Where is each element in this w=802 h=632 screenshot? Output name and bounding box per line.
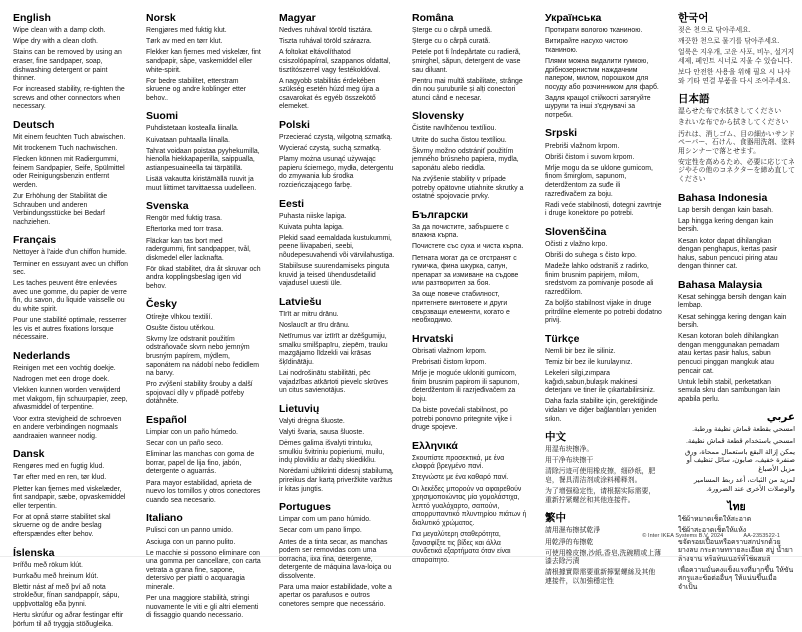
language-heading: Türkçe	[545, 332, 580, 345]
column	[146, 9, 263, 623]
language-heading: Česky	[146, 298, 177, 311]
language-heading: Eesti	[279, 197, 305, 210]
language-heading: 한국어	[678, 12, 709, 24]
document-number: AA-2353522-1	[743, 533, 780, 539]
instruction-paragraph: Le macchie si possono eliminare con una gomma per cancellare, con carta vetrata a grana fine, sapone, detersivo per piatti o acquaragia minerale.	[146, 549, 261, 591]
instruction-paragraph: Lap hingga kering dengan kain bersih.	[678, 217, 774, 234]
instruction-paragraph: Pro zvýšení stability šrouby a další spojovací díly v případě potřeby dotáhněte.	[146, 381, 253, 406]
instruction-paragraph: Netīrumus var iztīrīt ar dzēšgumiju, smalku smilšpapīru, ziepēm, trauku mazgājamo līdzekli vai krāsas šķīdinātāju.	[279, 333, 388, 366]
instruction-paragraph: امسحي بقطعة قماش نظيفة ورطبة.	[692, 426, 795, 434]
instruction-paragraph: Limpar com um pano húmido.	[279, 516, 371, 524]
language-section	[146, 110, 263, 193]
instruction-paragraph: Očisti z vlažno krpo.	[545, 240, 608, 248]
language-section	[279, 296, 396, 396]
instruction-paragraph: Kuivataan puhtaalla liinalla.	[146, 136, 230, 144]
language-section	[545, 431, 662, 505]
language-section	[146, 200, 263, 291]
instruction-paragraph: Norėdami užtikrinti didesnį stabilumą, prireikus dar kartą priveržkite varžtus ir kitas jungtis.	[279, 468, 394, 493]
instruction-paragraph: Zur Erhöhung der Stabilität die Schrauben und anderen Verbindungsstücke bei Bedarf nachziehen.	[13, 193, 108, 226]
instruction-paragraph: Pentru mai multă stabilitate, strânge din nou șuruburile și alți conectori atunci când e necesar.	[412, 77, 523, 102]
column	[412, 9, 529, 568]
language-heading: 中文	[545, 431, 566, 444]
language-heading: Srpski	[545, 127, 578, 140]
language-section	[412, 209, 529, 326]
instruction-paragraph: Plamy można usunąć używając papieru ściernego, mydła, detergentu do zmywania lub środka rozcieńczającego farbę.	[279, 156, 394, 189]
instruction-paragraph: Obriši čistom i suvom krpom.	[545, 153, 635, 161]
language-section	[545, 333, 662, 424]
instruction-paragraph: 用乾淨的布擦乾	[545, 538, 594, 546]
page-bottom-edge	[0, 556, 802, 557]
instruction-paragraph: Pulisci con un panno umido.	[146, 527, 233, 535]
language-section	[545, 12, 662, 120]
language-section	[545, 226, 662, 326]
instruction-paragraph: 젖은 천으로 닦아주세요.	[678, 27, 751, 35]
instruction-paragraph: Otírejte vlhkou textilií.	[146, 313, 213, 321]
instruction-paragraph: Tørk av med en tørr klut.	[146, 38, 223, 46]
instruction-paragraph: Tør efter med en ren, tør klud.	[13, 474, 107, 482]
instruction-paragraph: きれいな布でから拭きしてください	[678, 119, 789, 127]
instruction-paragraph: Antes de a tinta secar, as manchas podem ser removidas com uma borracha, lixa fina, detergente, detergente de máquina lava-loiça ou dissolvente.	[279, 538, 392, 580]
instruction-paragraph: Wipe dry with a clean cloth.	[13, 38, 98, 46]
instruction-paragraph: Mit einem feuchten Tuch abwischen.	[13, 133, 126, 141]
instruction-paragraph: 얼룩은 지우개, 고운 사포, 비누, 설거지세제, 페인트 시너로 지울 수 있습니다.	[678, 49, 795, 65]
instruction-paragraph: За още повече стабилност, притегнете винтовете и други свързващи елементи, когато е необходимо.	[412, 291, 510, 325]
instruction-paragraph: 請用濕布擦拭乾淨	[545, 527, 601, 535]
instruction-paragraph: Reinigen met een vochtig doekje.	[13, 364, 116, 372]
column	[13, 9, 130, 632]
language-heading: Dansk	[13, 448, 45, 461]
instruction-paragraph: Pletter kan fjernes med viskelæder, fint sandpapir, sæbe, opvaskemiddel eller terpentin.	[13, 485, 126, 510]
instruction-paragraph: 湿らせた布で水拭きしてください	[678, 108, 782, 116]
language-section	[678, 279, 795, 405]
instruction-paragraph: Витирайте насухо чистою тканиною.	[545, 38, 628, 54]
language-heading: Français	[13, 234, 57, 247]
language-section	[279, 403, 396, 494]
language-heading: 繁中	[545, 512, 566, 525]
instruction-paragraph: Eftertorka med torr trasa.	[146, 226, 224, 234]
instruction-paragraph: Petele pot fi îndepărtate cu radieră, șmirghel, săpun, detergent de vase sau diluant.	[412, 49, 521, 74]
instruction-paragraph: Daha fazla stabilite için, gerektiğinde vidaları ve diğer bağlantıları yeniden sıkın.	[545, 398, 658, 423]
language-section	[146, 12, 263, 103]
column	[678, 9, 795, 595]
instruction-paragraph: 可使用橡皮擦,沙紙,香皂,洗碗精或上薄漆去除污漬	[545, 549, 661, 566]
instruction-paragraph: Flecken können mit Radiergummi, feinem Sandpapier, Seife, Spülmittel oder Reinigungsbenzin entfernt werden.	[13, 156, 125, 189]
instruction-paragraph: Șterge cu o cârpă umedă.	[412, 27, 493, 35]
language-section	[678, 12, 795, 86]
instruction-paragraph: ขจัดรอยเปื้อนหรือคราบสกปรกด้วยยางลบ กระดาษทรายละเอียด สบู่ น้ำยาล้างจาน หรือทินเนอร์ที่ใช้ผสมสี	[678, 538, 793, 563]
instruction-paragraph: Задля кращої стійкості затягуйте шурупи та інші з'єднувачі за потреби.	[545, 94, 651, 119]
language-heading: Íslenska	[13, 546, 55, 559]
instruction-paragraph: Les taches peuvent être enlevées avec une gomme, du papier de verre fin, du savon, du liquide vaisselle ou du white spirit.	[13, 280, 127, 313]
language-heading: Lietuvių	[279, 402, 320, 415]
language-heading: Româna	[412, 12, 454, 24]
language-heading: ไทย	[727, 501, 746, 514]
language-section	[279, 12, 396, 112]
instruction-paragraph: Radi veće stabilnosti, dotegni zavrtnje i druge konektore po potrebi.	[545, 201, 662, 218]
language-heading: Bahasa Indonesia	[678, 191, 768, 204]
language-section	[678, 411, 795, 494]
instruction-paragraph: Pour une stabilité optimale, resserrer les vis et autres fixations lorsque nécessaire.	[13, 317, 127, 342]
instruction-paragraph: Οι λεκέδες μπορούν να αφαιρεθούν χρησιμοποιώντας μία γομολάστιχα, λεπτό γυαλόχαρτο, σαπούνι, απορρυπαντικό πλυντηρίου πιάτων ή διαλυτικό χρώματος.	[412, 485, 527, 527]
language-heading: Suomi	[146, 110, 179, 123]
instruction-paragraph: Nadrogen met een droge doek.	[13, 376, 110, 384]
instruction-paragraph: 为了增强稳定性，请根据实际需要，重新拧紧螺丝和其他连接件。	[545, 488, 656, 504]
instruction-paragraph: Șterge cu o cârpă curată.	[412, 38, 491, 46]
instruction-paragraph: يمكن إزالة البقع باستعمال ممحاة، ورق صنفرة خفيف، صابون، سائل تنظيف أو مزيل الأصباغ	[684, 448, 795, 473]
instruction-paragraph: Valyti švaria, sausa šluoste.	[279, 429, 365, 436]
instruction-paragraph: امسحي باستخدام قطعة قماش نظيفة.	[685, 437, 795, 445]
instruction-paragraph: Kuivata puhta lapiga.	[279, 223, 344, 231]
instruction-paragraph: Limpiar con un paño húmedo.	[146, 429, 238, 436]
instruction-paragraph: Prebriši vlažnom krpom.	[545, 142, 620, 150]
instruction-paragraph: For bedre stabilitet, etterstram skruene og andre koblinger etter behov..	[146, 77, 247, 102]
language-section	[678, 93, 795, 184]
instruction-paragraph: Za boljšo stabilnost vijake in druge pritrdilne elemente po potrebi dodatno privij.	[545, 300, 662, 325]
instruction-paragraph: Plekid saad eemaldada kustukummi, peene liivapaberi, seebi, nõudepesuvahendi või värvilahustiga.	[279, 234, 395, 260]
instruction-paragraph: Kesat sehingga kering dengan kain bersih.	[678, 313, 787, 330]
instruction-paragraph: Eliminar las manchas con goma de borrar, papel de lija fino, jabón, detergente o aguarrás.	[146, 451, 255, 476]
language-heading: Latviešu	[279, 295, 322, 308]
instruction-paragraph: Rengøres med en fugtig klud.	[13, 463, 105, 471]
instruction-paragraph: Blettir nást af með því að nota strokleður, fínan sandpappír, sápu, uppþvottalög eða þynni.	[13, 583, 120, 609]
instruction-paragraph: 請根據實際需要重新擰緊螺絲及其他連接件，以加強穩定性	[545, 569, 656, 585]
instruction-paragraph: 汚れは、消しゴム、目の細かいサンドペーパー、石けん、食器用洗剤、塗料用シンナーで落とせます。	[678, 130, 796, 155]
instruction-paragraph: Valyti drėgna šluoste.	[279, 417, 345, 425]
column	[545, 9, 662, 589]
instruction-paragraph: Kesat sehingga bersih dengan kain lembap.	[678, 293, 787, 310]
language-section	[13, 234, 130, 342]
instruction-paragraph: Per una maggiore stabilità, stringi nuovamente le viti e gli altri elementi di fissaggio quando necessario.	[146, 595, 259, 620]
instruction-paragraph: เพื่อความมั่นคงแข็งแรงที่มากขึ้น ให้ขันสกรูและข้อต่ออื่นๆ ให้แน่นขึ้นเมื่อจำเป็น	[678, 566, 794, 591]
language-heading: Ελληνικά	[412, 439, 458, 452]
instruction-paragraph: 安定性を高めるため、必要に応じてネジやその他のコネクターを締め直してください	[678, 158, 796, 183]
instruction-paragraph: Wycierać czystą, suchą szmatką.	[279, 145, 382, 153]
instruction-paragraph: ใช้ผ้าสะอาดเช็ดให้แห้ง	[678, 527, 747, 535]
instruction-paragraph: För ökad stabilitet, dra åt skruvar och andra kopplingsbeslag igen vid behov.	[146, 265, 261, 290]
instruction-paragraph: Flekker kan fjernes med viskelær, fint sandpapir, såpe, vaskemiddel eller white-spirit.	[146, 49, 261, 74]
instruction-paragraph: 보다 안전한 사용을 위해 필요 시 나사와 기타 연결 부품을 다시 조여주세요.	[678, 69, 791, 85]
language-section	[412, 12, 529, 103]
instruction-paragraph: Secar com um pano limpo.	[279, 527, 362, 535]
language-heading: Español	[146, 413, 187, 426]
instruction-paragraph: Почистете със суха и чиста кърпа.	[412, 243, 524, 251]
instruction-paragraph: Puhasta niiske lapiga.	[279, 212, 347, 220]
footer	[642, 533, 780, 539]
instruction-paragraph: Wipe clean with a damp cloth.	[13, 27, 106, 35]
copyright-text: © Inter IKEA Systems B.V. 2024	[642, 533, 724, 539]
instruction-paragraph: Þurrkaðu með hreinum klút.	[13, 572, 99, 580]
instruction-paragraph: Para mayor estabilidad, aprieta de nuevo los tornillos y otros conectores cuando sea necesario.	[146, 479, 261, 504]
language-heading: Hrvatski	[412, 332, 454, 345]
language-section	[13, 350, 130, 441]
instruction-paragraph: Stains can be removed by using an eraser, fine sandpaper, soap, dishwashing detergent or paint thinner.	[13, 49, 122, 83]
instruction-paragraph: За да почистите, забършете с влажна кърпа.	[412, 223, 509, 240]
instruction-paragraph: Stabiilsuse suurendamiseks pinguta kruvid ja teised ühendusdetailid vajadusel uuesti üle.	[279, 263, 390, 288]
instruction-paragraph: Secar con un paño seco.	[146, 440, 224, 448]
language-heading: عربي	[766, 411, 795, 424]
language-heading: Norsk	[146, 12, 176, 24]
instruction-paragraph: Puhdistetaan kostealla liinalla.	[146, 125, 239, 133]
language-heading: Deutsch	[13, 118, 55, 131]
instruction-paragraph: Mrlje mogu da se uklone gumicom, finom šmirglom, sapunom, deterdžentom za suđe ili razređivačem za boju.	[545, 164, 653, 198]
instruction-paragraph: Untuk lebih stabil, perketatkan semula skru dan sambungan lain apabila perlu.	[678, 378, 780, 403]
language-heading: Українська	[545, 12, 602, 24]
instruction-paragraph: Hertu skrúfur og aðrar festingar eftir þörfum til að tryggja stöðugleika.	[13, 612, 124, 628]
instruction-paragraph: Madeže lahko odstraniš z radirko, finim brusnim papirjem, milom, sredstvom za pomivanje posode ali razredčilom.	[545, 263, 654, 296]
language-heading: Slovenščina	[545, 225, 607, 238]
instruction-paragraph: لمزيد من الثبات، أعد ربط المسامير والوصلات الأخرى عند الضرورة.	[693, 477, 795, 493]
instruction-paragraph: Rengjøres med fuktig klut.	[146, 27, 227, 35]
language-heading: English	[13, 12, 51, 24]
instruction-paragraph: Lekeleri silgi,zımpara kağıdı,sabun,bulaşık makinesi deterjanı ve tiner ile çıkartabilirsiniz.	[545, 370, 655, 395]
language-section	[13, 448, 130, 539]
instruction-paragraph: Temiz bir bez ile kurulayınız.	[545, 358, 633, 366]
instruction-paragraph: 깨끗한 천으로 물기를 닦아주세요.	[678, 38, 780, 46]
instruction-paragraph: Nettoyer à l'aide d'un chiffon humide.	[13, 249, 127, 257]
language-section	[545, 512, 662, 586]
instruction-paragraph: Tīrīt ar mitru drānu.	[279, 310, 339, 318]
instruction-paragraph: Nemli bir bez ile siliniz.	[545, 347, 616, 355]
instruction-paragraph: A foltokat eltávolíthatod csiszolópapírral, szappanos oldattal, tisztítószerrel vagy festékoldóval.	[279, 49, 391, 74]
instruction-paragraph: Mrlje je moguće ukloniti gumicom, finim brusnim papirom ili sapunom, deterdžentom ili razrjeđivačem za boju.	[412, 370, 520, 403]
language-section	[146, 298, 263, 406]
language-heading: Polski	[279, 118, 310, 131]
instruction-paragraph: Lisää vakautta kiristämällä ruuvit ja muut liittimet tarvittaessa uudelleen.	[146, 176, 257, 192]
instruction-paragraph: For at opnå større stabilitet skal skruerne og de andre beslag efterspændes efter behov.	[13, 513, 111, 538]
instruction-paragraph: Nedves ruhával töröld tisztára.	[279, 27, 373, 35]
language-heading: 日本語	[678, 93, 710, 106]
instruction-paragraph: Kesan kotoran boleh dihilangkan dengan menggunakan pemadam atau kertas pasir halus, sabun pencuci pinggan mangkuk atau pencair cat.	[678, 333, 780, 375]
instruction-paragraph: ใช้ผ้าหมาดเช็ดให้สะอาด	[678, 516, 752, 524]
instruction-paragraph: Čistite navlhčenou textíliou.	[412, 125, 497, 133]
instruction-paragraph: Vlekken kunnen worden verwijderd met vlakgom, fijn schuurpapier, zeep, afwasmiddel of terpentine.	[13, 387, 128, 412]
instruction-paragraph: Obriši do suhega s čisto krpo.	[545, 252, 637, 260]
instruction-paragraph: Asciuga con un panno pulito.	[146, 538, 236, 546]
instruction-paragraph: Протирати вологою тканиною.	[545, 27, 643, 35]
instruction-paragraph: Prebrisati čistom krpom.	[412, 358, 487, 366]
language-heading: Nederlands	[13, 349, 71, 362]
instruction-paragraph: A nagyobb stabilitás érdekében szükség esetén húzd meg újra a csavarokat és egyéb összekötő elemeket.	[279, 77, 380, 111]
language-heading: Magyar	[279, 12, 316, 24]
instruction-paragraph: 清除污迹可使用橡皮擦，细砂纸，肥皂，餐具清洁剂或涂料稀释剂。	[545, 468, 656, 484]
instruction-paragraph: Fläckar kan tas bort med radergummi, fint sandpapper, tvål, diskmedel eller lacknafta.	[146, 237, 251, 262]
instruction-paragraph: For increased stability, re-tighten the screws and other connectors when necessary.	[13, 86, 125, 111]
language-section	[13, 12, 130, 112]
instruction-paragraph: Σκουπίστε προσεκτικά, με ένα ελαφρά βρεγμένο πανί.	[412, 454, 505, 471]
instruction-paragraph: Tiszta ruhával töröld szárazra.	[279, 38, 372, 46]
language-section	[13, 119, 130, 227]
instruction-paragraph: Terminer en essuyant avec un chiffon sec.	[13, 260, 129, 277]
language-section	[678, 501, 795, 592]
column	[279, 9, 396, 612]
language-section	[412, 440, 529, 566]
instruction-paragraph: Петната могат да се отстранят с гумичка, фина шкурка, сапун, препарат за измиване на съдове или разтворител за боя.	[412, 254, 519, 288]
instruction-paragraph: Przecierać czystą, wilgotną szmatką.	[279, 133, 393, 141]
language-heading: Portugues	[279, 501, 331, 514]
instruction-paragraph: Da biste povećali stabilnost, po potrebi ponovno pritegnite vijke i druge spojeve.	[412, 406, 512, 432]
instruction-paragraph: Na zvýšenie stability v prípade potreby opätovne utiahnite skrutky a ostatné spojovacie prvky.	[412, 176, 524, 201]
instruction-paragraph: Στεγνώστε με ένα καθαρό πανί.	[412, 474, 509, 482]
instruction-paragraph: Kesan kotor dapat dihilangkan dengan penghapus, kertas pasir halus, sabun pencuci piring atau dengan thinner cat.	[678, 237, 778, 271]
language-section	[279, 198, 396, 289]
instruction-paragraph: Voor extra stevigheid de schroeven en andere verbindingen nogmaals aandraaien wanneer nodig.	[13, 415, 122, 440]
instruction-paragraph: Utrite do sucha čistou textíliou.	[412, 136, 507, 144]
language-section	[412, 333, 529, 433]
instruction-paragraph: Lap bersih dengan kain basah.	[678, 206, 774, 214]
instruction-paragraph: 用干净布块擦干	[545, 457, 594, 465]
instruction-paragraph: 用湿布块擦净。	[545, 446, 594, 454]
instruction-paragraph: Obrisati vlažnom krpom.	[412, 347, 487, 355]
instruction-paragraph: Skvrny lze odstranit použitím odstraňovače skvrn nebo jemným brusným papírem, mýdlem, saponátem na nádobí nebo ředidlem na barvy.	[146, 335, 260, 378]
instruction-paragraph: Mit trockenem Tuch nachwischen.	[13, 145, 118, 153]
language-section	[13, 547, 130, 630]
instruction-paragraph: Tahrat voidaan poistaa pyyhekumilla, hienolla hiekkapaperilla, saippualla, astianpesuaineella tai tärpätillä.	[146, 147, 260, 172]
instruction-paragraph: Плями можна видалити гумкою, дрібнозернистим наждачним папером, милом, порошком для посуду або розчинником для фарб.	[545, 57, 659, 91]
language-heading: Italiano	[146, 512, 183, 525]
instruction-paragraph: Para uma maior estabilidade, volte a apertar os parafusos e outros conetores sempre que necessário.	[279, 583, 392, 609]
language-heading: Svenska	[146, 200, 189, 213]
instruction-paragraph: Osušte čistou utěrkou.	[146, 324, 215, 332]
language-section	[412, 110, 529, 201]
language-heading: Български	[412, 208, 469, 221]
instruction-paragraph: Noslaucīt ar tīru drānu.	[279, 322, 350, 330]
language-heading: Bahasa Malaysia	[678, 278, 763, 291]
instruction-paragraph: Škvrny možno odstrániť použitím jemného brúsneho papiera, mydla, saponátu alebo riedidla.	[412, 147, 519, 172]
language-section	[678, 192, 795, 272]
instruction-paragraph: Για μεγαλύτερη σταθερότητα, ξανασφίξτε τις βίδες και άλλα συνδετικά εξαρτήματα όταν είναι απαραίτητο.	[412, 530, 511, 564]
instruction-paragraph: Þrífðu með rökum klút.	[13, 561, 83, 569]
instruction-paragraph: Rengör med fuktig trasa.	[146, 215, 223, 223]
language-section	[146, 414, 263, 505]
language-heading: Slovensky	[412, 110, 464, 123]
instruction-paragraph: Lai nodrošinātu stabilitāti, pēc vajadzības atkārtoti pievelc skrūves un citus savienotājus.	[279, 370, 388, 395]
language-section	[545, 127, 662, 218]
instruction-paragraph: Dėmes galima išvalyti trintuku, smulkiu švitriniu popieriumi, muilu, indų plovikliu ar dažų skiedikliu.	[279, 440, 385, 465]
language-section	[279, 119, 396, 191]
